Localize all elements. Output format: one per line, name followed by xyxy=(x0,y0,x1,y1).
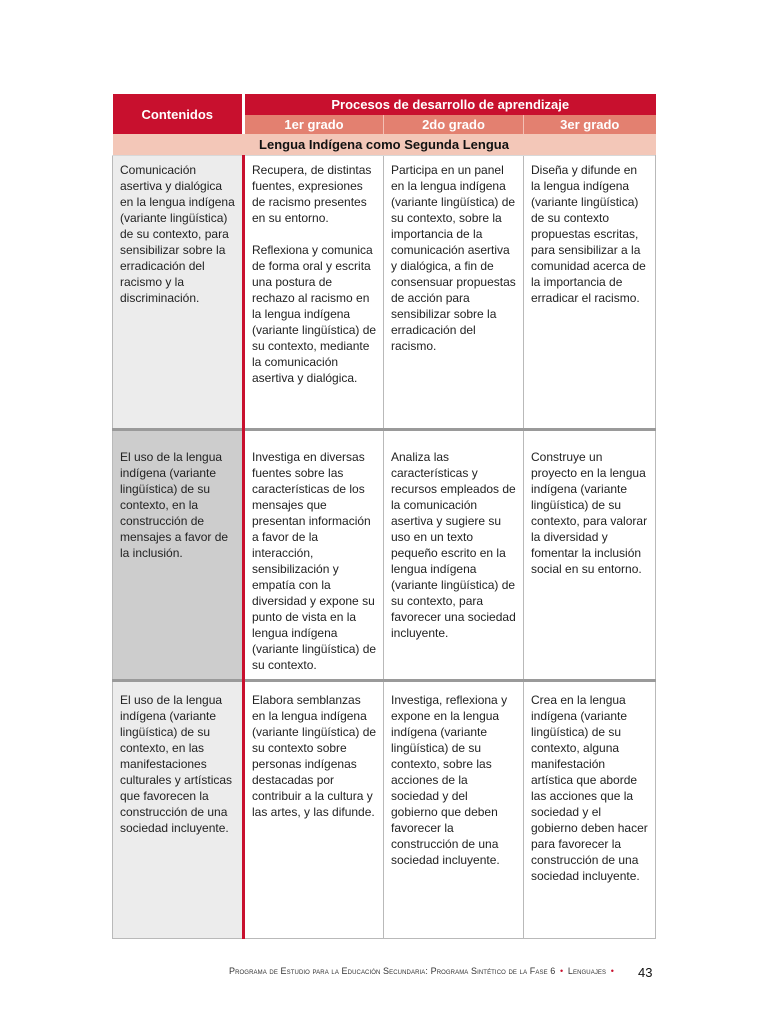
content-cell xyxy=(113,681,244,939)
page-footer xyxy=(0,966,616,976)
table-row xyxy=(113,430,656,681)
grade3-cell xyxy=(524,430,656,681)
content-cell xyxy=(113,156,244,430)
footer-dot-icon: • xyxy=(560,966,564,976)
header-contents: Contenidos xyxy=(113,94,244,134)
content-cell xyxy=(113,430,244,681)
grade2-text: Investiga, reflexiona y expone en la lengua indígena (variante lingüística) de su contexto, sobre las acciones de la sociedad y del gobierno que deben favorecer la construcción de una sociedad incluyente. xyxy=(391,693,508,867)
grade2-text: Analiza las características y recursos empleados de la comunicación asertiva y sugiere su uso en un texto pequeño escrito en la lengua indígena (variante lingüística) de su contexto, para favorecer una sociedad incluyente. xyxy=(391,450,516,640)
content-text: Comunicación asertiva y dialógica en la lengua indígena (variante lingüística) de su contexto, para sensibilizar sobre la erradicación del racismo y la discriminación. xyxy=(120,163,235,305)
footer-text: Programa de Estudio para la Educación Secundaria: Programa Sintético de la Fase 6 xyxy=(229,966,556,976)
footer-section: Lenguajes xyxy=(567,966,607,976)
grade3-text: Crea en la lengua indígena (variante lingüística) de su contexto, alguna manifestación artística que aborde las acciones que la sociedad y el gobierno deben hacer para favorecer la construcción de una sociedad incluyente. xyxy=(531,693,648,883)
grade2-cell xyxy=(384,430,524,681)
content-text: El uso de la lengua indígena (variante lingüística) de su contexto, en las manifestaciones culturales y artísticas que favorecen la construcción de una sociedad incluyente. xyxy=(120,693,233,835)
grade3-text: Construye un proyecto en la lengua indígena (variante lingüística) de su contexto, para valorar la diversidad y fomentar la inclusión social en su entorno. xyxy=(531,450,648,576)
footer-dot-icon: • xyxy=(610,966,614,976)
page-number: 43 xyxy=(638,965,653,980)
grade1-text: Reflexiona y comunica de forma oral y escrita una postura de rechazo al racismo en la lengua indígena (variante lingüística) de su contexto, mediante la comunicación asertiva y dialógica. xyxy=(252,243,377,385)
header-grade-2: 2do grado xyxy=(384,115,524,134)
header-processes: Procesos de desarrollo de aprendizaje xyxy=(244,94,656,115)
content-text: El uso de la lengua indígena (variante lingüística) de su contexto, en la construcción de mensajes a favor de la inclusión. xyxy=(120,450,229,560)
grade1-cell xyxy=(244,681,384,939)
subheader-language: Lengua Indígena como Segunda Lengua xyxy=(113,134,656,156)
grade1-cell xyxy=(244,430,384,681)
grade1-cell xyxy=(244,156,384,430)
header-grade-3: 3er grado xyxy=(524,115,656,134)
grade1-text: Investiga en diversas fuentes sobre las características de los mensajes que presentan información a favor de la interacción, sensibilización y empatía con la diversidad y expone su punto de vista en la lengua indígena (variante lingüística) de su contexto. xyxy=(252,450,377,672)
table-row xyxy=(113,681,656,939)
grade1-text: Elabora semblanzas en la lengua indígena (variante lingüística) de su contexto sobre personas indígenas destacadas por contribuir a la cultura y las artes, y las difunde. xyxy=(252,693,377,819)
grade1-text: Recupera, de distintas fuentes, expresiones de racismo presentes en su entorno. xyxy=(252,163,372,225)
header-grade-1: 1er grado xyxy=(244,115,384,134)
grade2-cell xyxy=(384,681,524,939)
table-row xyxy=(113,156,656,430)
grade3-cell xyxy=(524,156,656,430)
grade2-cell xyxy=(384,156,524,430)
grade2-text: Participa en un panel en la lengua indígena (variante lingüística) de su contexto, sobre la importancia de la comunicación asertiva y dialógica, a fin de consensuar propuestas de acción para sensibilizar sobre la erradicación del racismo. xyxy=(391,163,516,353)
grade3-text: Diseña y difunde en la lengua indígena (variante lingüística) de su contexto propuestas escritas, para sensibilizar a la comunidad acerca de la importancia de erradicar el racismo. xyxy=(531,163,646,305)
curriculum-table xyxy=(112,94,656,939)
grade3-cell xyxy=(524,681,656,939)
